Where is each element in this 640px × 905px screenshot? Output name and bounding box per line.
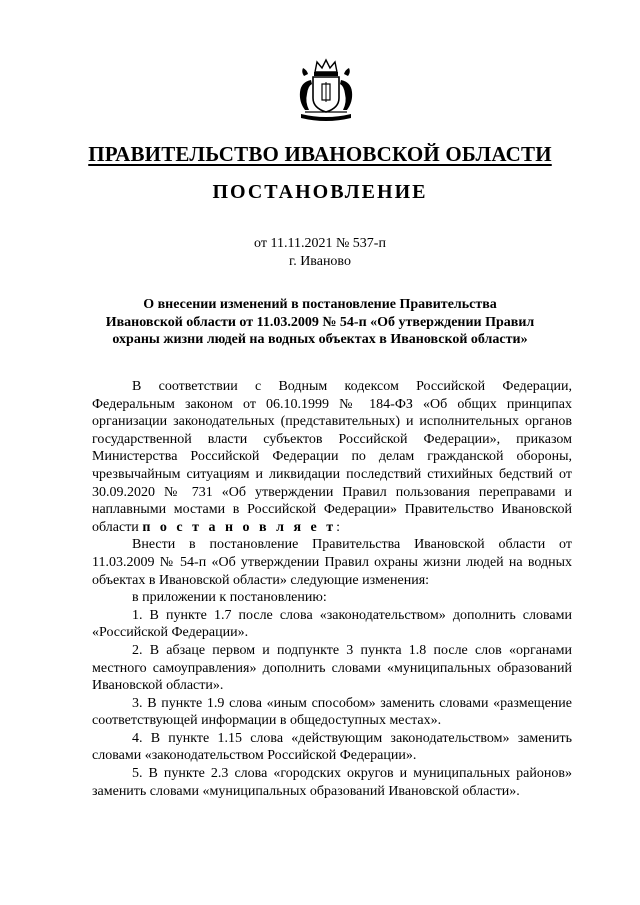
city: г. Иваново [289,254,351,269]
subject-line: О внесении изменений в постановление Правительства [143,297,497,312]
body-paragraph: в приложении к постановлению: [132,590,327,606]
body-paragraph: Внести в постановление Правительства Ивановской области от 11.03.2009 № 54-п «Об утверждении Правил охраны жизни людей на водных объектах в Ивановской области» следующие изменения: [92,537,572,588]
date-number: от 11.11.2021 № 537-п [254,236,386,251]
subject-line: Ивановской области от 11.03.2009 № 54-п «Об утверждении Правил [105,314,535,330]
body-paragraph: 5. В пункте 2.3 слова «городских округов и муниципальных районов» заменить словами «муниципальных образований Ивановской области». [92,766,572,799]
body-paragraph: 2. В абзаце первом и подпункте 3 пункта 1.8 после слов «органами местного самоуправления» дополнить словами «муниципальных образований Ивановской области». [92,642,572,694]
resolves-word: п о с т а н о в л я е т [142,519,337,535]
body-paragraph: 3. В пункте 1.9 слова «иным способом» заменить словами «размещение соответствующей информации в общедоступных местах». [92,695,572,729]
body-paragraph: 1. В пункте 1.7 после слова «законодательством» дополнить словами «Российской Федерации». [92,607,572,641]
preamble-paragraph [92,378,572,536]
body-paragraph: 4. В пункте 1.15 слова «действующим законодательством» заменить словами «законодательством Российской Федерации». [92,730,572,764]
preamble-text: В соответствии с Водным кодексом Российской Федерации, Федеральным законом от 06.10.1999 № 184-ФЗ «Об общих принципах организации законодательных (представительных) и исполнительных органов государственной власти субъектов Российской Федерации», приказом Министерства Российской Федерации по делам гражданской обороны, чрезвычайным ситуациям и ликвидации последствий стихийных бедствий от 30.09.2020 № 731 «Об утверждении Правил пользования переправами и наплавными мостами в Российской Федерации» Правительство Ивановской области [92,379,572,535]
document-type-title: ПОСТАНОВЛЕНИЕ [212,181,428,203]
coat-of-arms-icon [295,58,357,124]
document-subject [80,296,560,349]
resolves-colon: : [336,519,341,535]
government-title: ПРАВИТЕЛЬСТВО ИВАНОВСКОЙ ОБЛАСТИ [88,142,552,166]
document-body [92,378,572,800]
subject-line: охраны жизни людей на водных объектах в Ивановской области» [112,332,528,347]
